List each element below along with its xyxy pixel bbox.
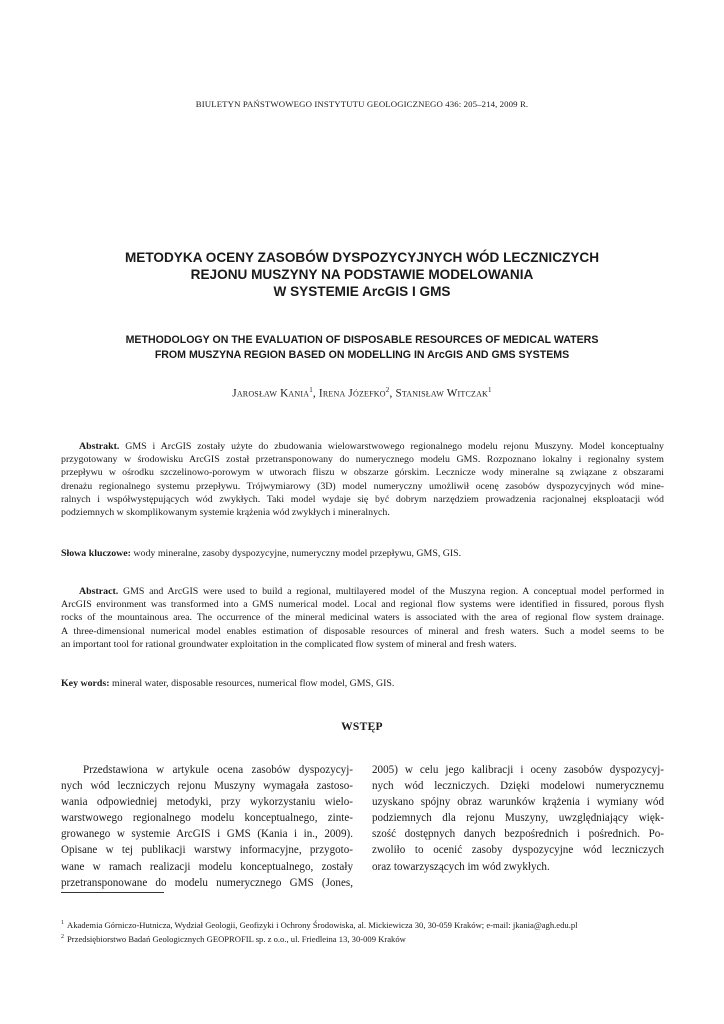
keywords-label: Słowa kluczowe: (61, 548, 131, 559)
author-name: Stanisław Witczak (395, 387, 489, 400)
abstract-line: Abstract. GMS and ArcGIS were used to build a regional, multilayered model of the Muszyna region. A conceptual model performed in (79, 586, 665, 597)
body-column-right (372, 762, 664, 875)
title-english (60, 333, 664, 363)
section-heading: WSTĘP (341, 721, 383, 733)
body-line: wania odpowiedniej metodyki, przy wykorzystaniu wielo- (61, 796, 353, 809)
abstract-label: Abstrakt. (79, 441, 120, 452)
abstract-line: A three-dimensional numerical model enables estimation of disposable resources of mineral and fresh waters. Such a model seems to be (61, 625, 664, 637)
footnote-rule (61, 892, 164, 893)
abstract-english (61, 585, 664, 651)
abstract-line: rocks of the mountainous area. The occurrence of the mineral medicinal waters is associated with the area of regional flow system drainage. (61, 612, 664, 624)
body-line: podziemnych dla rejonu Muszyny, uwzględniający więk- (372, 812, 664, 825)
body-column-left (61, 762, 353, 891)
body-line: zwoliło to ocenić zasoby dyspozycyjne wód leczniczych (372, 844, 664, 857)
abstract-line: drenażu regionalnego systemu przepływu. Trójwymiarowy (3D) model numeryczny umożliwił ocenę zasobów dyspozycyjnych wód mine- (61, 480, 664, 492)
affiliation-mark: 1 (309, 386, 313, 394)
title-polish-line: METODYKA OCENY ZASOBÓW DYSPOZYCYJNYCH WÓD LECZNICZYCH (124, 250, 600, 265)
title-polish-line: REJONU MUSZYNY NA PODSTAWIE MODELOWANIA (190, 267, 534, 282)
footnote-number: 2 (61, 934, 64, 941)
body-line: 2005) w celu jego kalibracji i oceny zasobów dyspozycyj- (372, 764, 664, 776)
title-polish (60, 249, 664, 300)
body-line: growanego w systemie ArcGIS i GMS (Kania i in., 2009). (61, 828, 353, 841)
body-line: Przedstawiona w artykule ocena zasobów dyspozycyj- (83, 764, 353, 776)
footnote: $^2$ Przedsiębiorstwo Badań Geologicznych GEOPROFIL sp. z o.o., ul. Friedleina 13, 30-009 Kraków (61, 934, 406, 945)
abstract-line: przepływu w ośrodku szczelinowo-porowym w utworach fliszu w obszarze górskim. Lecznicze wody mineralne są związane z obszarami (61, 467, 664, 479)
footnote-number: 1 (61, 920, 64, 926)
body-line: uzyskano spójny obraz warunków krążenia i wymiany wód (372, 796, 664, 809)
keywords-polish (61, 547, 664, 560)
abstract-line: ralnych i współwystępujących wód zwykłych. Taki model wydaje się być dobrym narzędziem prowadzenia racjonalnej eksploatacji wód (61, 493, 664, 505)
abstract-polish (61, 440, 664, 519)
title-english-line: FROM MUSZYNA REGION BASED ON MODELLING IN ArcGIS AND GMS SYSTEMS (154, 349, 570, 361)
affiliation-mark: 1 (488, 386, 492, 394)
body-line: nych wód leczniczych rejonu Muszyny wymagała zastoso- (61, 780, 353, 793)
keywords-english (61, 677, 664, 690)
author-name: Irena Józefko (318, 387, 386, 400)
body-line: Opisane w tej publikacji warstwy informacyjne, przygoto- (61, 844, 353, 857)
title-english-line: METHODOLOGY ON THE EVALUATION OF DISPOSABLE RESOURCES OF MEDICAL WATERS (125, 334, 599, 346)
footnotes (61, 917, 664, 946)
abstract-label: Abstract. (79, 586, 119, 597)
author-separator: , (389, 387, 396, 400)
title-polish-line: W SYSTEMIE ArcGIS I GMS (273, 284, 451, 299)
author-list (0, 386, 724, 400)
body-line: warstwowego regionalnego modelu konceptualnego, zinte- (61, 812, 353, 825)
abstract-line: ArcGIS environment was transformed into a GMS numerical model. Local and regional flow systems were identified in fissured, porous flysh (61, 599, 664, 611)
abstract-line: przygotowany w środowisku ArcGIS został przetransponowany do numerycznego modelu GMS. Rozpoznano lokalny i regionalny system (61, 454, 664, 466)
journal-header: BIULETYN PAŃSTWOWEGO INSTYTUTU GEOLOGICZNEGO 436: 205–214, 2009 R. (195, 99, 529, 109)
body-line: przetransponowane do modelu numerycznego GMS (Jones, (61, 876, 353, 889)
keywords-label: Key words: (61, 678, 110, 689)
footnote: $^1$ Akademia Górniczo-Hutnicza, Wydział Geologii, Geofizyki i Ochrony Środowiska, al. Mickiewicza 30, 30-059 Kraków; e-mail: jkania@agh.edu.pl (61, 919, 578, 930)
author-separator: , (312, 387, 319, 400)
abstract-line: Abstrakt. GMS i ArcGIS zostały użyte do zbudowania wielowarstwowego regionalnego modelu rejonu Muszyny. Model konceptualny (79, 441, 664, 452)
abstract-line: podziemnych w skomplikowanym systemie krążenia wód zwykłych i mineralnych. (61, 507, 390, 519)
body-line: nych wód leczniczych. Dzięki modelowi numerycznemu (372, 780, 664, 793)
abstract-line: an important tool for rational groundwater exploitation in the complicated flow system of mineral and fresh waters. (61, 638, 517, 650)
affiliation-mark: 2 (385, 386, 390, 394)
author-name: Jarosław Kania (232, 387, 310, 400)
keywords-line: Key words: mineral water, disposable resources, numerical flow model, GMS, GIS. (61, 678, 395, 689)
body-line: oraz towarzyszących im wód zwykłych. (372, 860, 550, 873)
body-line: wane w ramach realizacji modelu konceptualnego, zostały (61, 860, 353, 873)
keywords-line: Słowa kluczowe: wody mineralne, zasoby dyspozycyjne, numeryczny model przepływu, GMS, GIS. (61, 548, 462, 559)
body-line: szość dostępnych danych bezpośrednich i pośrednich. Po- (372, 828, 664, 841)
